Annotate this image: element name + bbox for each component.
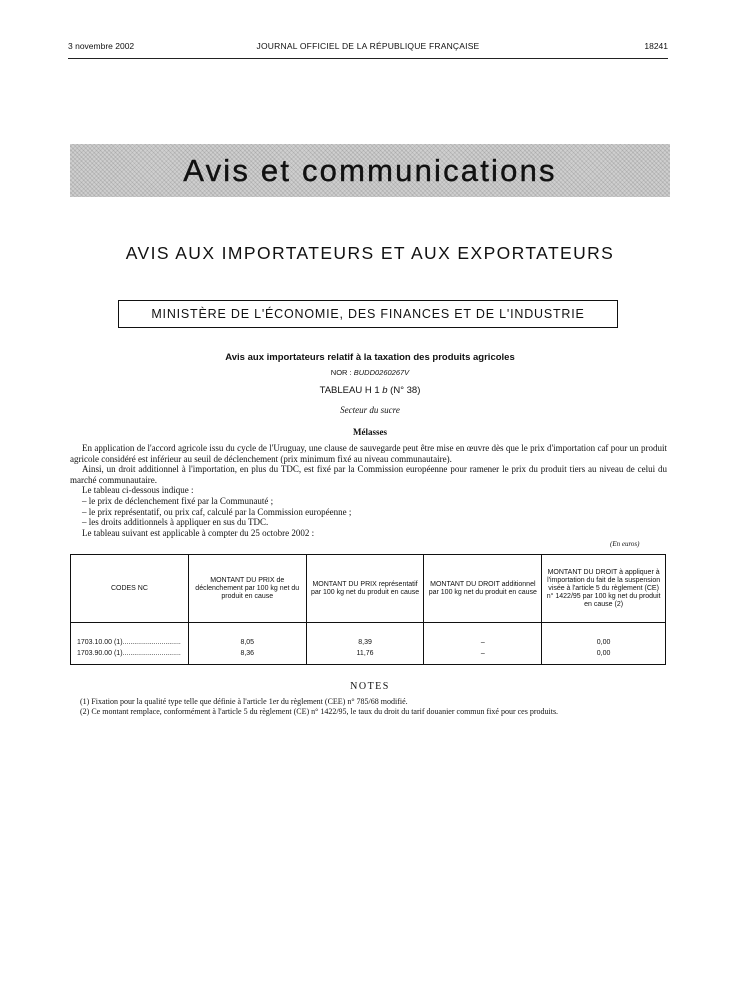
- journal-title: JOURNAL OFFICIEL DE LA RÉPUBLIQUE FRANÇAISE: [256, 41, 480, 51]
- paragraph: Le tableau suivant est applicable à compter du 25 octobre 2002 :: [82, 527, 315, 538]
- representative-value: 8,39: [358, 639, 372, 646]
- header-additional-duty: MONTANT DU DROIT additionnel par 100 kg net du produit en cause: [424, 555, 542, 623]
- duty-cell: [542, 623, 666, 665]
- notes-title: NOTES: [350, 681, 390, 692]
- header-rule: [68, 58, 668, 59]
- table-header-row: [71, 555, 666, 623]
- nor-label: NOR :: [330, 368, 352, 377]
- tableau-b: b: [382, 385, 388, 396]
- trigger-value: 8,36: [240, 650, 255, 657]
- header-date: 3 novembre 2002: [68, 41, 135, 51]
- notes: [70, 697, 667, 717]
- ministry-name: MINISTÈRE DE L'ÉCONOMIE, DES FINANCES ET DE L'INDUSTRIE: [151, 307, 585, 321]
- header-representative-price: MONTANT DU PRIX représentatif par 100 kg net du produit en cause: [306, 555, 424, 623]
- notice-title: Avis aux importateurs relatif à la taxation des produits agricoles: [225, 352, 515, 363]
- body-text: [70, 443, 667, 538]
- price-table: [70, 554, 666, 665]
- duty-value: 0,00: [596, 650, 611, 657]
- tableau-heading: [70, 385, 670, 396]
- code: 1703.10.00 (1)..............................: [77, 639, 181, 646]
- banner-title: Avis et communications: [183, 152, 557, 188]
- paragraph: En application de l'accord agricole issu du cycle de l'Uruguay, une clause de sauvegarde peut être mise en œuvre dès que le prix d'importation caf pour un produit agricole considéré est inférieur au seuil de déclenchement (prix minimum fixé au niveau communautaire).: [70, 443, 667, 464]
- nor-value: BUDD0260267V: [353, 368, 410, 377]
- trigger-value: 8,05: [240, 639, 255, 646]
- nor-reference: [70, 368, 670, 377]
- header-trigger-price: MONTANT DU PRIX de déclenchement par 100 kg net du produit en cause: [188, 555, 306, 623]
- section-title: AVIS AUX IMPORTATEURS ET AUX EXPORTATEURS: [125, 243, 615, 263]
- ministry-box: [118, 300, 618, 328]
- additional-value: –: [480, 639, 485, 646]
- additional-value: –: [480, 650, 485, 657]
- list-item: – les droits additionnels à appliquer en sus du TDC.: [82, 517, 269, 528]
- duty-value: 0,00: [596, 639, 611, 646]
- tableau-prefix: TABLEAU H 1: [319, 385, 383, 396]
- list-item: – le prix de déclenchement fixé par la Communauté ;: [82, 495, 274, 506]
- header-applied-duty: MONTANT DU DROIT à appliquer à l'importation du fait de la suspension visée à l'article 5 du règlement (CE) n° 1422/95 par 100 kg net du produit en cause (2): [542, 555, 666, 623]
- page-header: [68, 41, 668, 53]
- codes-cell: [71, 623, 189, 665]
- currency-note: (En euros): [610, 540, 640, 548]
- note-2: (2) Ce montant remplace, conformément à l'article 5 du règlement (CE) n° 1422/95, le taux du droit du tarif douanier commun fixé pour ces produits.: [80, 707, 559, 716]
- table-row: [71, 623, 666, 665]
- header-codes: CODES NC: [71, 555, 189, 623]
- sector-label: Secteur du sucre: [340, 405, 400, 415]
- list-item: – le prix représentatif, ou prix caf, calculé par la Commission européenne ;: [82, 506, 352, 517]
- note-1: (1) Fixation pour la qualité type telle que définie à l'article 1er du règlement (CEE) n° 785/68 modifié.: [80, 697, 408, 706]
- representative-value: 11,76: [356, 650, 374, 657]
- code: 1703.90.00 (1)..............................: [77, 650, 181, 657]
- page-number: 18241: [644, 41, 668, 51]
- paragraph: Le tableau ci-dessous indique :: [82, 485, 194, 496]
- section-banner: [70, 144, 670, 197]
- paragraph: Ainsi, un droit additionnel à l'importation, en plus du TDC, est fixé par la Commission européenne pour ramener le prix du produit tiers au niveau de celui du marché communautaire.: [70, 464, 667, 485]
- product-label: Mélasses: [353, 427, 387, 437]
- tableau-suffix: (N° 38): [387, 385, 421, 396]
- trigger-cell: [188, 623, 306, 665]
- representative-cell: [306, 623, 424, 665]
- additional-cell: [424, 623, 542, 665]
